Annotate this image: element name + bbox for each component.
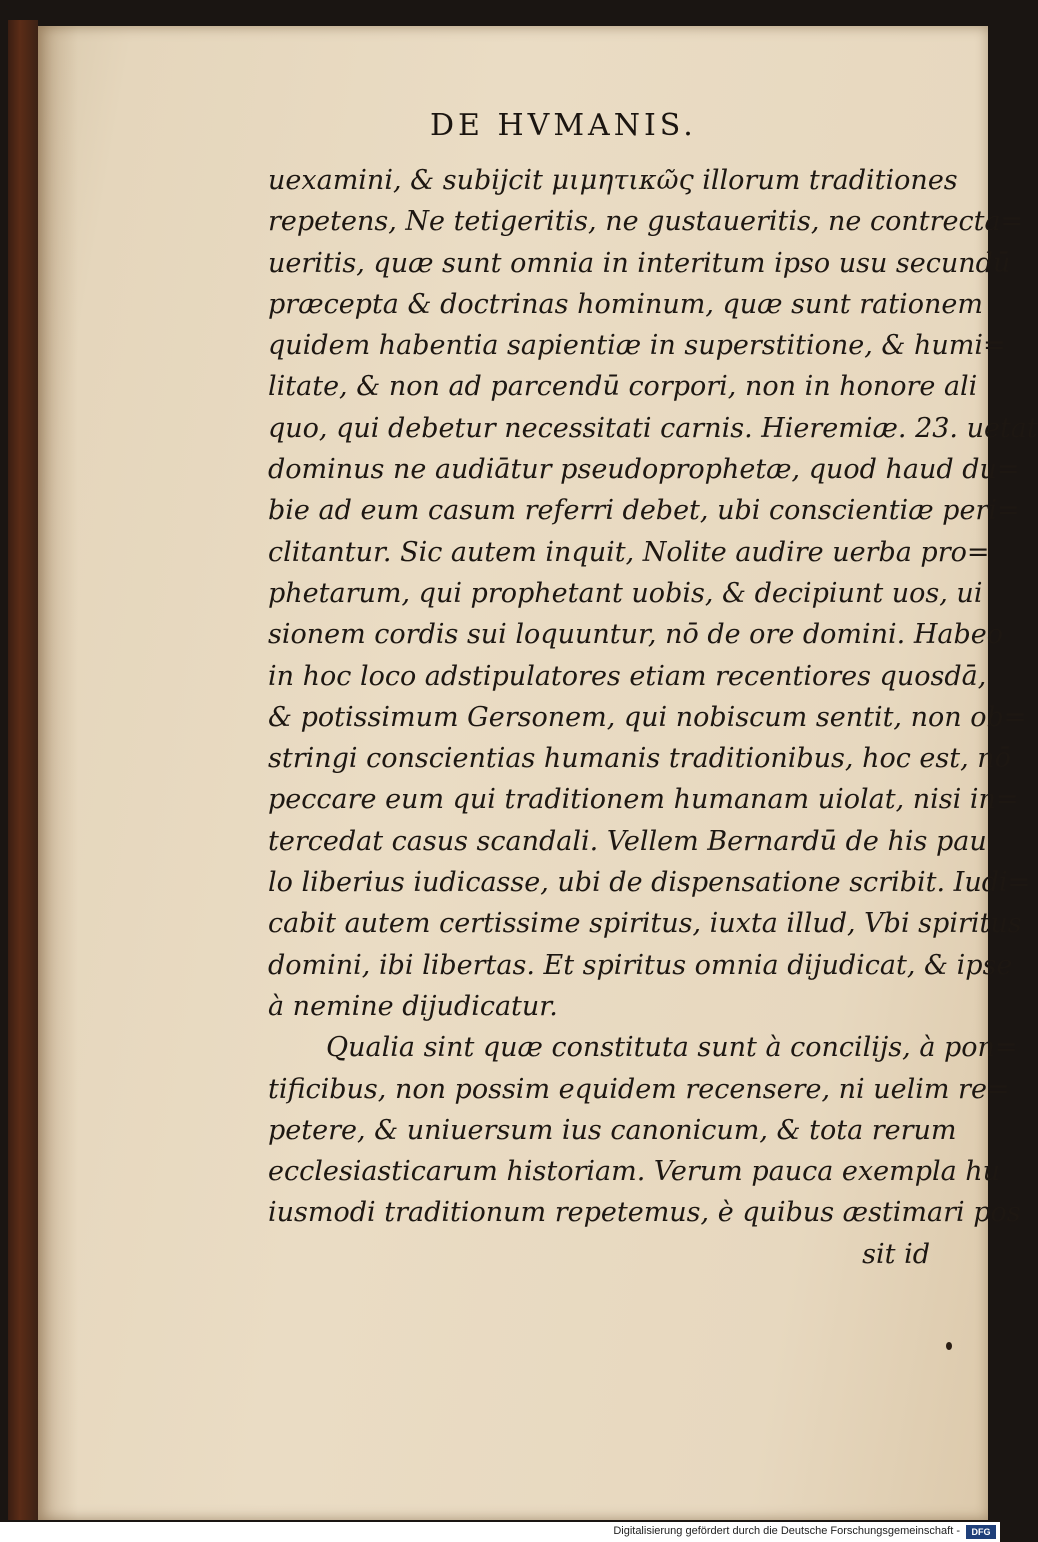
text-line: quidem habentia sapientiæ in superstitione, & humi= xyxy=(268,330,1006,362)
text-line: repetens, Ne tetigeritis, ne gustaueritis, ne contrecta= xyxy=(268,206,1024,238)
text-line: dominus ne audiātur pseudoprophetæ, quod haud du= xyxy=(268,454,1020,486)
text-line: phetarum, qui prophetant uobis, & decipiunt uos, ui xyxy=(268,577,983,609)
text-line: domini, ibi libertas. Et spiritus omnia dijudicat, & ipse xyxy=(268,949,1013,981)
text-line: lo liberius iudicasse, ubi de dispensatione scribit. Iudi= xyxy=(268,867,1031,899)
text-line: petere, & uniuersum ius canonicum, & tota rerum xyxy=(268,1114,957,1146)
text-line: peccare eum qui traditionem humanam uiolat, nisi in= xyxy=(268,784,1019,816)
text-line: ueritis, quæ sunt omnia in interitum ipso usu secundū xyxy=(268,247,1011,279)
text-line: ecclesiasticarum historiam. Verum pauca exempla hu xyxy=(268,1156,1001,1188)
text-line: præcepta & doctrinas hominum, quæ sunt rationem xyxy=(268,288,983,320)
text-line: litate, & non ad parcendū corpori, non in honore ali xyxy=(268,371,978,403)
running-head: DE HVMANIS. xyxy=(430,108,697,143)
text-line: tercedat casus scandali. Vellem Bernardū de his pau xyxy=(268,825,987,857)
page-gutter-shadow xyxy=(38,26,78,1520)
text-line: in hoc loco adstipulatores etiam recentiores quosdā, xyxy=(268,660,987,692)
body-text xyxy=(268,160,1038,1275)
text-line: uexamini, & subijcit μιμητικῶς illorum traditiones xyxy=(268,165,958,196)
text-line: clitantur. Sic autem inquit, Nolite audire uerba pro= xyxy=(268,536,990,568)
dfg-logo-icon: DFG xyxy=(966,1525,996,1539)
footer-credit: Digitalisierung gefördert durch die Deutsche Forschungsgemeinschaft - xyxy=(613,1525,960,1537)
catchword: sit id xyxy=(862,1238,930,1270)
text-line: cabit autem certissime spiritus, iuxta illud, Vbi spiritus xyxy=(268,908,1022,940)
text-line: bie ad eum casum referri debet, ubi conscientiæ peri= xyxy=(268,495,1020,527)
text-line: stringi conscientias humanis traditionibus, hoc est, nō xyxy=(268,743,1011,775)
paragraph-start-line: Qualia sint quæ constituta sunt à concilijs, à pon= xyxy=(326,1032,1018,1064)
text-line: sionem cordis sui loquuntur, nō de ore domini. Habeo xyxy=(268,619,1004,651)
footer-bar xyxy=(0,1522,1000,1542)
ink-spot xyxy=(946,1342,952,1350)
text-line: quo, qui debetur necessitati carnis. Hieremiæ. 23. uetat xyxy=(268,412,1038,444)
text-line: iusmodi traditionum repetemus, è quibus æstimari pos xyxy=(268,1197,1021,1229)
book-spine-edge xyxy=(8,20,38,1520)
text-line: tificibus, non possim equidem recensere, ni uelim re= xyxy=(268,1073,1010,1105)
text-line: à nemine dijudicatur. xyxy=(268,990,558,1022)
text-line: & potissimum Gersonem, qui nobiscum sentit, non ob= xyxy=(268,701,1027,733)
